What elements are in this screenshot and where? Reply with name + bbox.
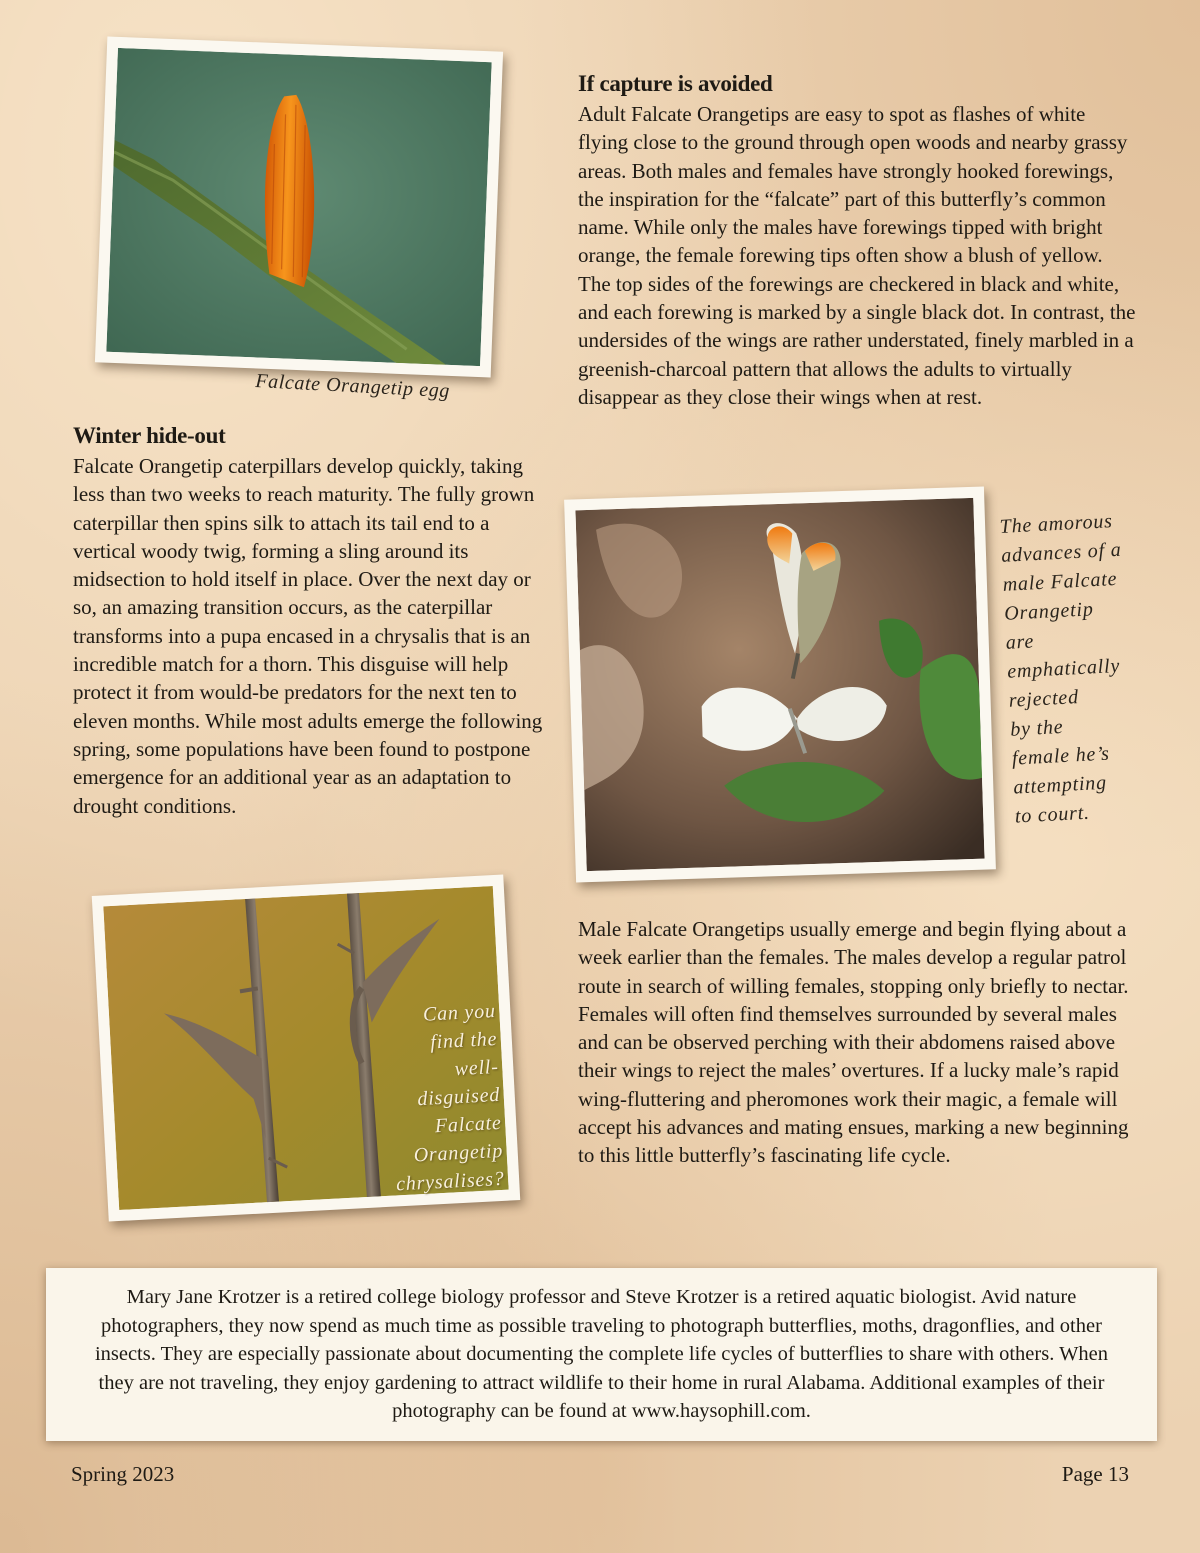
- egg-photo: [95, 37, 503, 378]
- capture-paragraph: Adult Falcate Orangetips are easy to spot as flashes of white flying close to the ground through open woods and nearby grassy areas. Both males and females have strongly hooked forewings, the inspiration for the “falcate” part of this butterfly’s common name. While only the males have forewings tipped with bright orange, the female forewing tips often show a blush of yellow. The top sides of the forewings are checkered in black and white, and each forewing is marked by a single black dot. In contrast, the undersides of the wings are rather understated, finely marbled in a greenish-charcoal pattern that allows the adults to virtually disappear as they close their wings when at rest.: [578, 102, 1136, 409]
- males-paragraph: Male Falcate Orangetips usually emerge and begin flying about a week earlier than the females. The males develop a regular patrol route in search of willing females, stopping only briefly to nectar. Females will often find themselves surrounded by several males and can be observed perching with their abdomens raised above their wings to reject the males’ overtures. If a lucky male’s rapid wing-fluttering and pheromones work their magic, a female will accept his advances and mating ensues, marking a new beginning to this little butterfly’s fascinating life cycle.: [578, 917, 1129, 1168]
- author-bio-box: [46, 1268, 1157, 1441]
- courtship-caption: The amorous advances of a male Falcate Orangetip are emphatically rejected by the female he’s attempting to court.: [999, 510, 1123, 828]
- chrysalis-caption: Can you find the well- disguised Falcate Orangetip chrysalises?: [395, 999, 506, 1196]
- courtship-photo: [564, 486, 996, 882]
- author-bio-text: Mary Jane Krotzer is a retired college biology professor and Steve Krotzer is a retired aquatic biologist. Avid nature photographers, they now spend as much time as possible traveling to photograph butterflies, moths, dragonflies, and other insects. They are especially passionate about documenting the complete life cycles of butterflies to share with others. When they are not traveling, they enjoy gardening to attract wildlife to their home in rural Alabama. Additional examples of their photography can be found at www.haysophill.com.: [94, 1286, 1109, 1422]
- egg-image: [106, 48, 491, 366]
- courtship-image: [575, 498, 984, 871]
- egg-caption: Falcate Orangetip egg: [254, 370, 451, 403]
- winter-paragraph: Falcate Orangetip caterpillars develop quickly, taking less than two weeks to reach maturity. The fully grown caterpillar then spins silk to attach its tail end to a vertical woody twig, forming a sling around its midsection to hold itself in place. Over the next day or so, an amazing transition occurs, as the caterpillar transforms into a pupa encased in a chrysalis that is an incredible match for a thorn. This disguise will help protect it from would-be predators for the next ten to eleven months. While most adults emerge the following spring, some populations have been found to postpone emergence for an additional year as an adaptation to drought conditions.: [73, 454, 543, 818]
- footer-issue: Spring 2023: [71, 1462, 175, 1486]
- section-heading-capture: If capture is avoided: [578, 71, 773, 96]
- section-heading-winter: Winter hide-out: [73, 423, 226, 448]
- footer-page-number: Page 13: [1061, 1462, 1129, 1486]
